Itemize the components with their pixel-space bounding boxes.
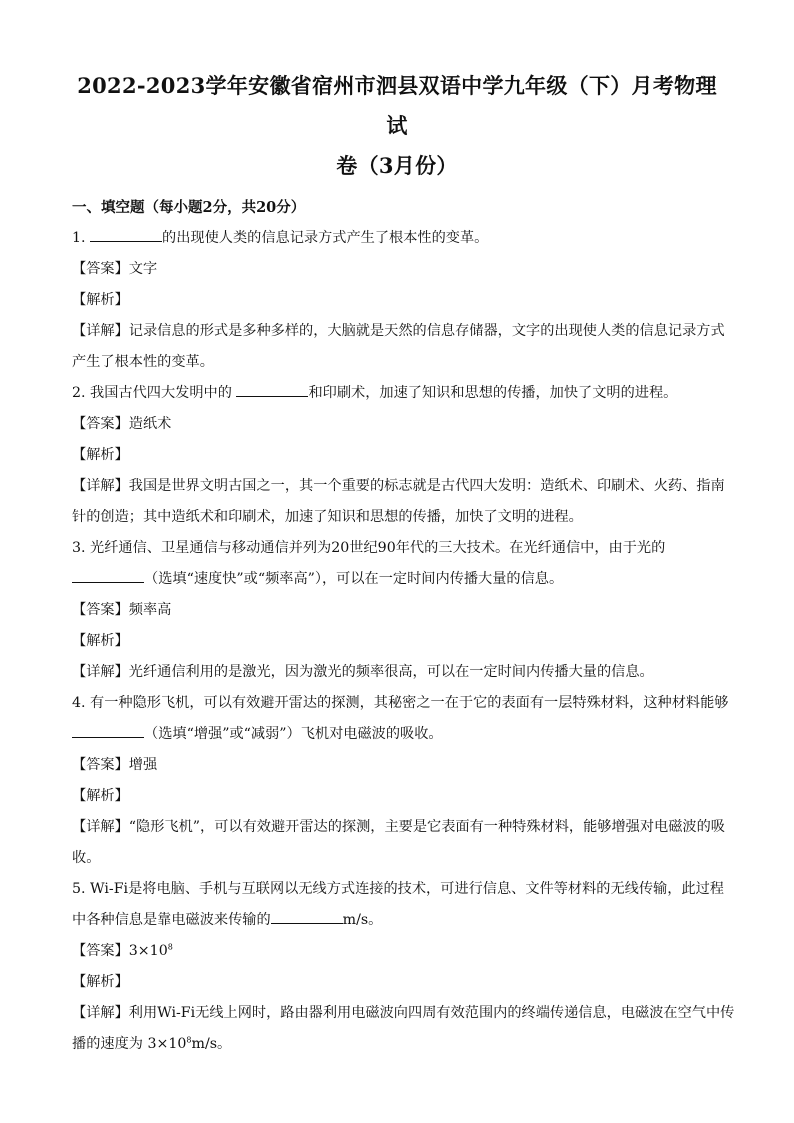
- question-text-continuation: 中各种信息是靠电磁波来传输的 m/s。: [72, 905, 722, 936]
- section-heading: 一、填空题（每小题2分，共20分）: [72, 199, 306, 216]
- answer-line: [72, 254, 722, 285]
- answer-value: 文字: [128, 261, 158, 277]
- question-text: 4. 有一种隐形飞机，可以有效避开雷达的探测，其秘密之一在于它的表面有一层特殊材料，这种材料能够: [72, 695, 729, 711]
- answer-line: [72, 936, 722, 967]
- question-text: 1. 的出现使人类的信息记录方式产生了根本性的变革。: [72, 223, 722, 254]
- question-2: [72, 378, 725, 533]
- answer-value: 增强: [128, 757, 158, 773]
- question-text: 5. Wi-Fi是将电脑、手机与互联网以无线方式连接的技术，可进行信息、文件等材料的无线传输，此过程: [72, 881, 724, 897]
- question-1: [72, 223, 725, 378]
- answer-label: 【答案】: [72, 261, 129, 277]
- answer-line: [72, 750, 722, 781]
- question-3: [72, 533, 722, 688]
- question-text: 3. 光纤通信、卫星通信与移动通信并列为20世纪90年代的三大技术。在光纤通信中，由于光的: [72, 540, 666, 556]
- detail-label: 【详解】: [72, 323, 129, 339]
- detail-line: 【详解】记录信息的形式是多种多样的，大脑就是天然的信息存储器，文字的出现使人类的信息记录方式: [72, 323, 725, 339]
- answer-value: 造纸术: [128, 416, 172, 432]
- analysis-label: 【解析】: [72, 788, 129, 804]
- analysis-label: 【解析】: [72, 974, 129, 990]
- answer-blank: [72, 568, 144, 583]
- answer-label: 【答案】: [72, 943, 129, 959]
- title-line-2: 卷（3月份）: [336, 153, 458, 178]
- detail-label: 【详解】: [72, 819, 129, 835]
- answer-blank: [271, 909, 343, 924]
- question-text: 2. 我国古代四大发明中的 和印刷术，加速了知识和思想的传播，加快了文明的进程。: [72, 378, 722, 409]
- document-title: [72, 66, 722, 186]
- question-5: [72, 874, 735, 1060]
- answer-value: 频率高: [128, 602, 172, 618]
- detail-label: 【详解】: [72, 1005, 129, 1021]
- answer-blank: [236, 382, 308, 397]
- detail-label: 【详解】: [72, 478, 129, 494]
- answer-line: [72, 409, 722, 440]
- detail-line: 【详解】我国是世界文明古国之一，其一个重要的标志就是古代四大发明：造纸术、印刷术、火药、指南: [72, 478, 725, 494]
- answer-label: 【答案】: [72, 757, 129, 773]
- analysis-label: 【解析】: [72, 292, 129, 308]
- detail-continuation: 产生了根本性的变革。: [72, 354, 214, 370]
- analysis-label: 【解析】: [72, 447, 129, 463]
- title-line-1: 2022-2023学年安徽省宿州市泗县双语中学九年级（下）月考物理试: [77, 73, 717, 138]
- speed-exponent: 8: [186, 1035, 192, 1045]
- answer-blank: [90, 227, 162, 242]
- answer-label: 【答案】: [72, 416, 129, 432]
- answer-value: 3×10: [128, 943, 168, 959]
- answer-label: 【答案】: [72, 602, 129, 618]
- detail-line: 【详解】光纤通信利用的是激光，因为激光的频率很高，可以在一定时间内传播大量的信息。: [72, 664, 654, 680]
- analysis-label: 【解析】: [72, 633, 129, 649]
- detail-label: 【详解】: [72, 664, 129, 680]
- detail-line: 【详解】利用Wi-Fi无线上网时，路由器利用电磁波向四周有效范围内的终端传递信息，电磁波在空气中传: [72, 1005, 735, 1021]
- question-4: [72, 688, 729, 874]
- question-text-continuation: （选填“速度快”或“频率高”），可以在一定时间内传播大量的信息。: [72, 564, 722, 595]
- question-text-continuation: （选填“增强”或“减弱”）飞机对电磁波的吸收。: [72, 719, 722, 750]
- detail-line: 【详解】“隐形飞机”，可以有效避开雷达的探测，主要是它表面有一种特殊材料，能够增强对电磁波的吸: [72, 819, 725, 835]
- detail-continuation: 收。: [72, 850, 101, 866]
- answer-blank: [72, 723, 144, 738]
- detail-continuation: 播的速度为 $3\times 10^8m/s$。: [72, 1035, 232, 1052]
- answer-exponent: 8: [167, 942, 173, 952]
- answer-line: [72, 595, 722, 626]
- detail-continuation: 针的创造；其中造纸术和印刷术，加速了知识和思想的传播，加快了文明的进程。: [72, 509, 583, 525]
